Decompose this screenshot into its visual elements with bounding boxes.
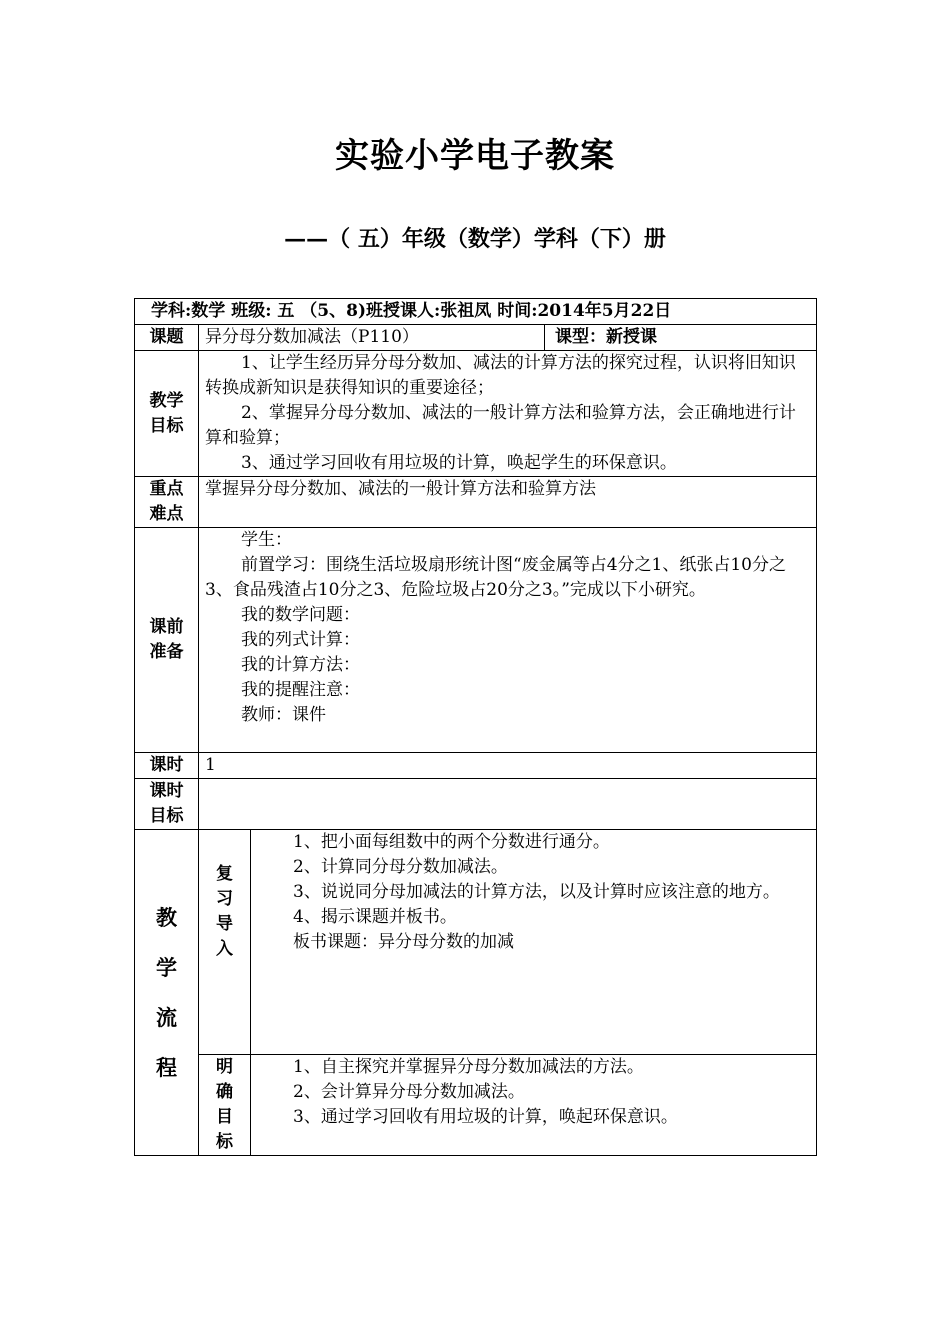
objective-label — [199, 1055, 251, 1156]
review-item: 4、揭示课题并板书。 — [293, 907, 457, 927]
key-points-row — [135, 477, 817, 528]
review-content — [251, 830, 817, 1055]
preparation-label-line1: 课前 — [149, 617, 184, 637]
goals-label — [135, 351, 199, 477]
preparation-row — [135, 528, 817, 753]
prep-student: 学生： — [241, 530, 292, 550]
review-label-char: 导 — [216, 914, 233, 934]
review-label-char: 习 — [216, 889, 233, 909]
review-item: 1、把小面每组数中的两个分数进行通分。 — [293, 832, 610, 852]
info-cell: 学科:数学 班级: 五 （5、8)班授课人:张祖凤 时间:2014年5月22日 — [135, 299, 817, 325]
objective-label-char: 目 — [216, 1107, 233, 1127]
hour-goal-value — [199, 779, 817, 830]
review-label — [199, 830, 251, 1055]
review-row — [135, 830, 817, 1055]
goals-content — [199, 351, 817, 477]
goal-item: 1、让学生经历异分母分数加、减法的计算方法的探究过程，认识将旧知识转换成新知识是获得知识的重要途径； — [205, 353, 796, 398]
topic-value: 异分母分数加减法（P110） — [199, 325, 545, 351]
objective-item: 1、自主探究并掌握异分母分数加减法的方法。 — [293, 1057, 644, 1077]
objective-label-char: 确 — [216, 1082, 233, 1102]
review-label-char: 入 — [216, 939, 233, 959]
goal-item: 2、掌握异分母分数加、减法的一般计算方法和验算方法，会正确地进行计算和验算； — [205, 403, 796, 448]
hours-value: 1 — [199, 753, 817, 779]
prep-formula: 我的列式计算： — [241, 630, 360, 650]
prep-question: 我的数学问题： — [241, 605, 360, 625]
flow-label-char: 教 — [156, 904, 177, 930]
review-item: 2、计算同分母分数加减法。 — [293, 857, 508, 877]
objective-item: 3、通过学习回收有用垃圾的计算，唤起环保意识。 — [293, 1107, 678, 1127]
objective-label-char: 明 — [216, 1057, 233, 1077]
topic-label: 课题 — [135, 325, 199, 351]
prep-method: 我的计算方法： — [241, 655, 360, 675]
key-points-label — [135, 477, 199, 528]
objective-label-char: 标 — [216, 1132, 233, 1152]
info-row — [135, 299, 817, 325]
review-label-char: 复 — [216, 864, 233, 884]
hour-goal-label-line2: 目标 — [149, 806, 184, 826]
goals-label-line1: 教学 — [149, 390, 184, 411]
review-item: 板书课题：异分母分数的加减 — [293, 932, 514, 952]
page-subtitle: ——（ 五）年级（数学）学科（下）册 — [284, 226, 666, 252]
objective-row — [135, 1055, 817, 1156]
key-points-text: 掌握异分母分数加、减法的一般计算方法和验算方法 — [199, 477, 817, 528]
hours-row — [135, 753, 817, 779]
hour-goal-label — [135, 779, 199, 830]
topic-row — [135, 325, 817, 351]
lesson-plan-table — [134, 298, 817, 1156]
key-points-label-line1: 重点 — [149, 479, 184, 499]
preparation-content — [199, 528, 817, 753]
goal-item: 3、通过学习回收有用垃圾的计算，唤起学生的环保意识。 — [241, 453, 677, 473]
prep-teacher: 教师：课件 — [241, 705, 326, 725]
hour-goal-row — [135, 779, 817, 830]
prep-pre-study: 前置学习：围绕生活垃圾扇形统计图“废金属等占4分之1、纸张占10分之3、食品残渣占10分之3、危险垃圾占20分之3。”完成以下小研究。 — [205, 555, 786, 600]
objective-content — [251, 1055, 817, 1156]
goals-row — [135, 351, 817, 477]
hour-goal-label-line1: 课时 — [149, 781, 184, 801]
preparation-label — [135, 528, 199, 753]
lesson-type: 课型：新授课 — [545, 325, 817, 351]
preparation-label-line2: 准备 — [149, 642, 184, 662]
flow-label-char: 程 — [156, 1054, 177, 1080]
goals-label-line2: 目标 — [149, 415, 184, 436]
flow-label-char: 流 — [156, 1004, 177, 1030]
page-title: 实验小学电子教案 — [335, 136, 615, 176]
hours-label: 课时 — [135, 753, 199, 779]
prep-reminder: 我的提醒注意： — [241, 680, 360, 700]
key-points-label-line2: 难点 — [149, 504, 184, 524]
review-item: 3、说说同分母加减法的计算方法，以及计算时应该注意的地方。 — [293, 882, 780, 902]
flow-label — [135, 830, 199, 1156]
objective-item: 2、会计算异分母分数加减法。 — [293, 1082, 525, 1102]
flow-label-char: 学 — [156, 954, 177, 980]
